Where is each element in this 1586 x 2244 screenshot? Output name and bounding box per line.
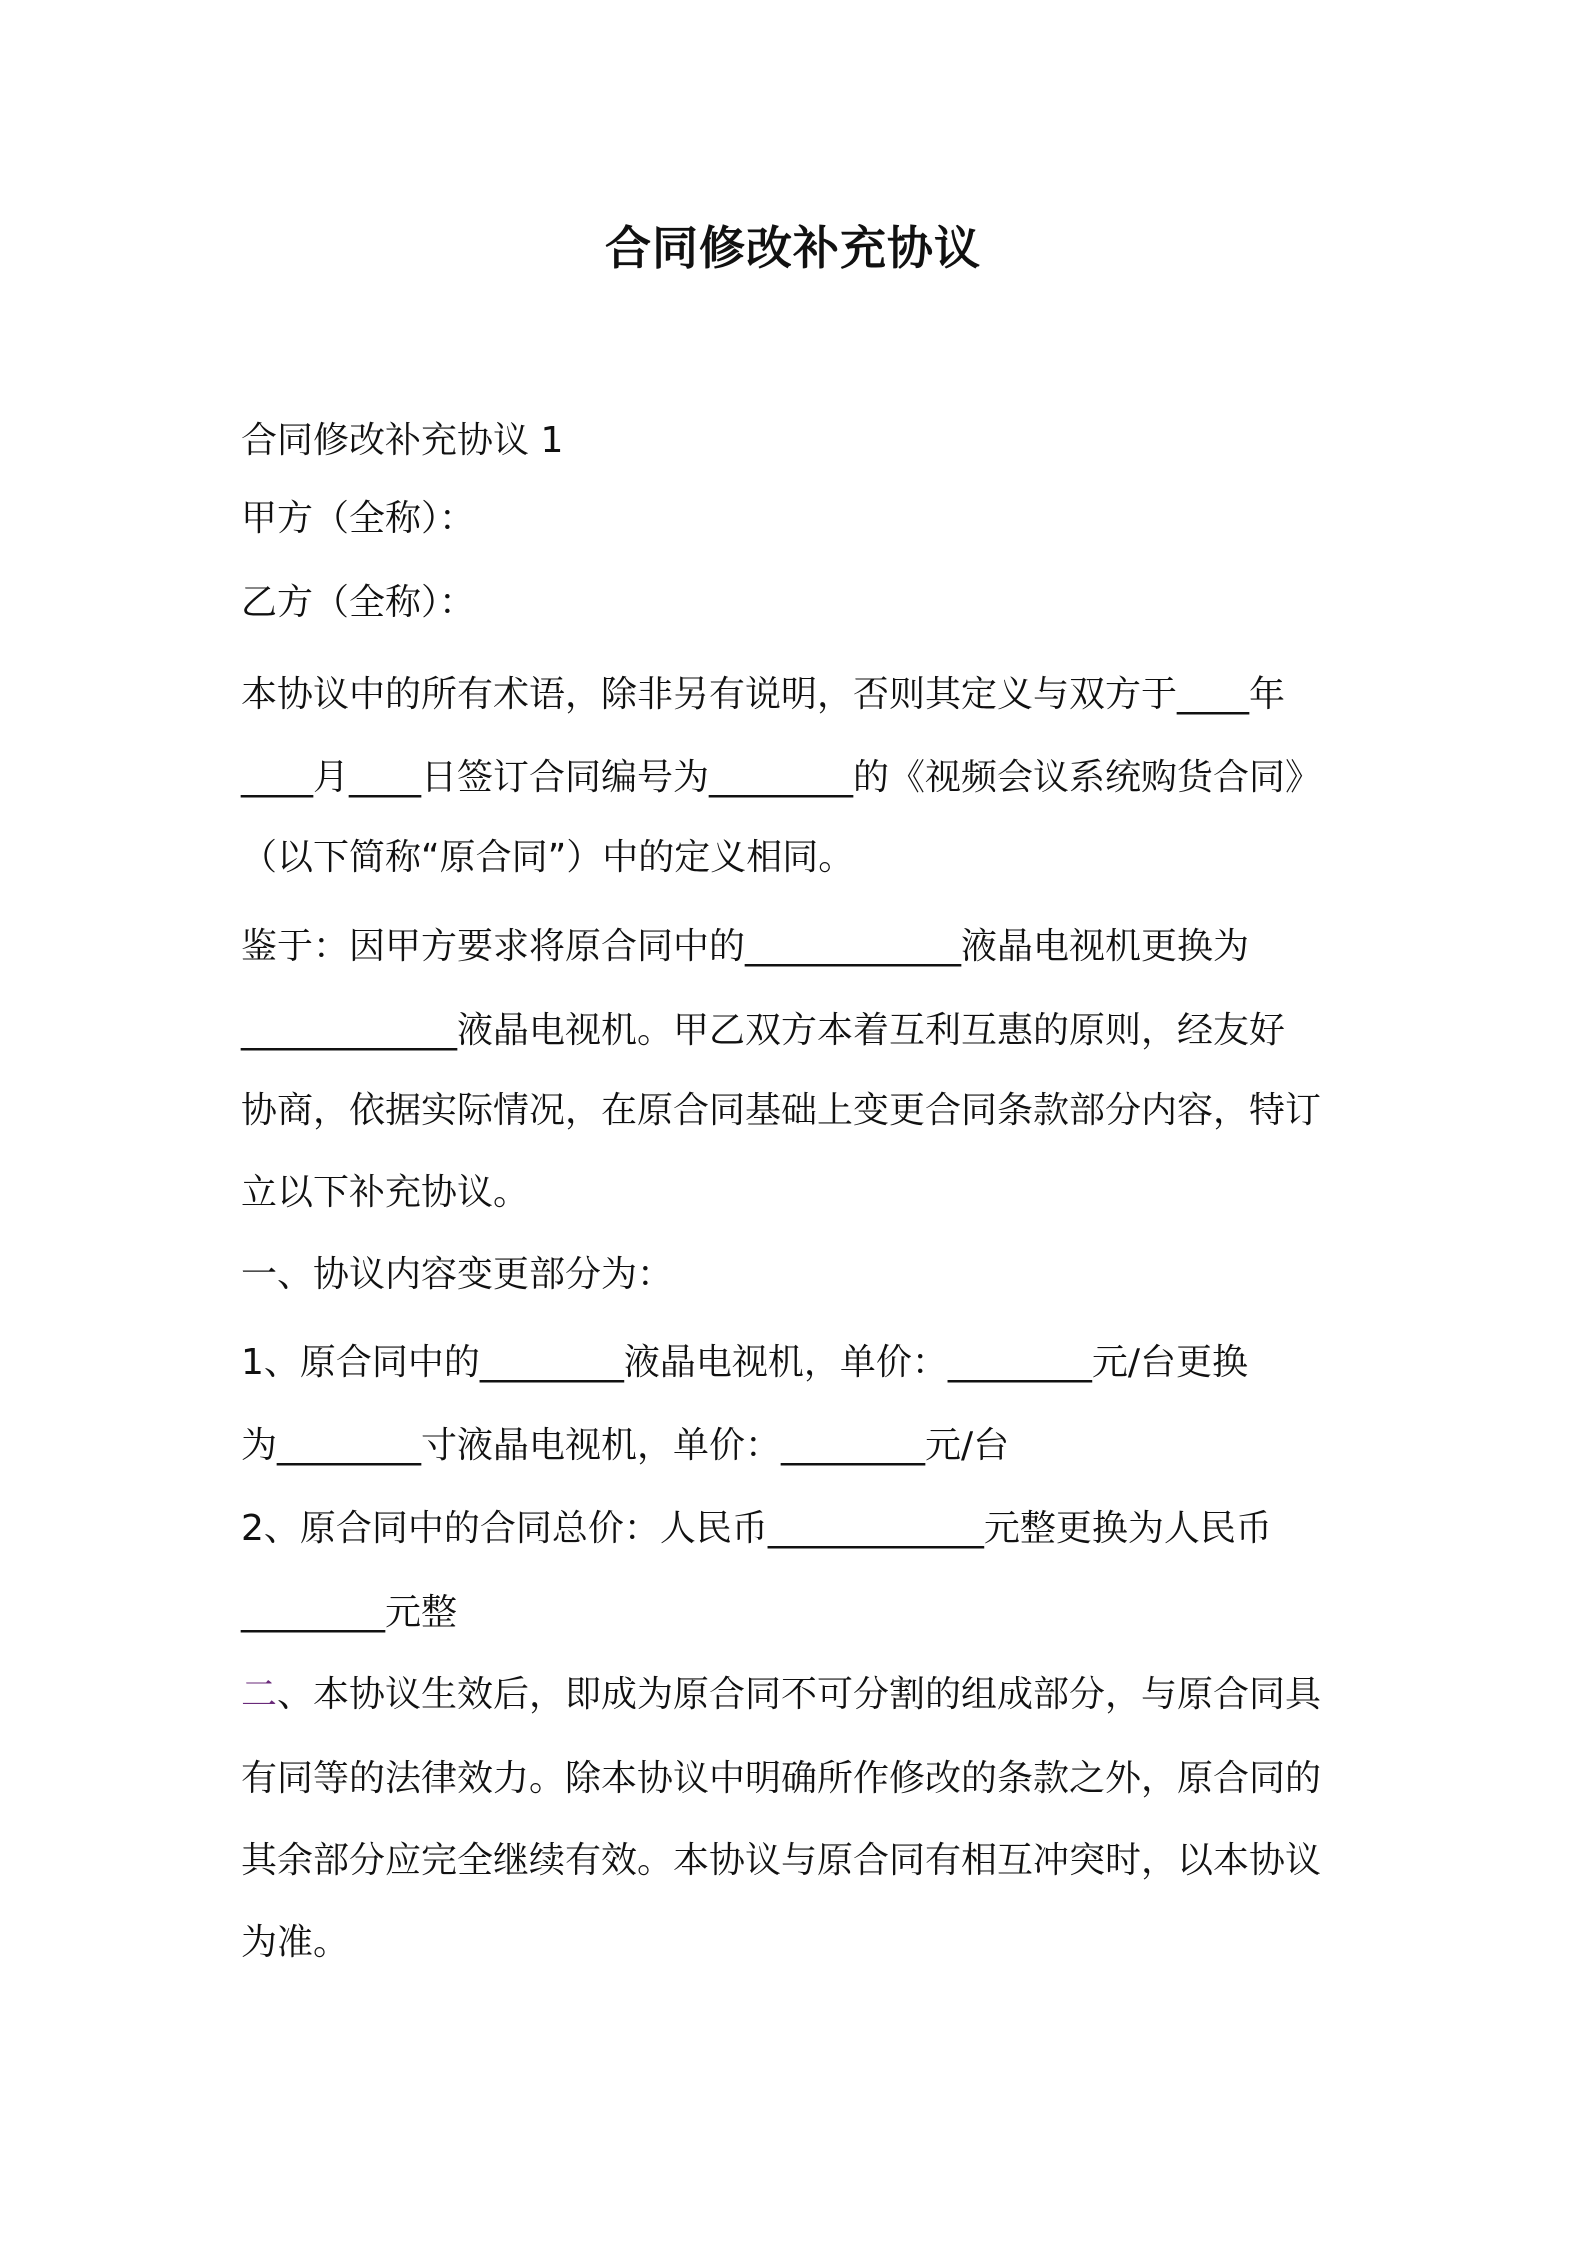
clause-item: ________元整 [241,1592,458,1633]
clause-two-line [241,1672,1381,1718]
paragraph-line: 有同等的法律效力。除本协议中明确所作修改的条款之外，原合同的 [241,1758,1322,1799]
document-title: 合同修改补充协议 [605,221,981,275]
party-a-line: 甲方（全称）： [241,498,476,539]
paragraph-line: 为准。 [241,1922,350,1963]
paragraph-line: 鉴于：因甲方要求将原合同中的____________液晶电视机更换为 [241,926,1250,967]
clause-item: 为________寸液晶电视机，单价：________元/台 [241,1425,1010,1466]
paragraph-line: （以下简称“原合同”）中的定义相同。 [241,837,855,878]
section-heading: 合同修改补充协议 1 [241,420,564,461]
paragraph-line: ____月____日签订合同编号为________的《视频会议系统购货合同》 [241,757,1322,798]
clause-text: 、本协议生效后，即成为原合同不可分割的组成部分，与原合同具 [277,1674,1322,1715]
paragraph-line: 本协议中的所有术语，除非另有说明，否则其定义与双方于____年 [241,674,1286,715]
paragraph-line: ____________液晶电视机。甲乙双方本着互利互惠的原则，经友好 [241,1010,1286,1051]
clause-number: 二 [241,1674,278,1715]
party-b-line: 乙方（全称）： [241,582,476,623]
paragraph-line: 立以下补充协议。 [241,1172,530,1213]
clause-heading: 一、协议内容变更部分为： [241,1254,674,1295]
clause-item: 1、原合同中的________液晶电视机，单价：________元/台更换 [241,1342,1249,1383]
paragraph-line: 其余部分应完全继续有效。本协议与原合同有相互冲突时，以本协议 [241,1840,1322,1881]
clause-item: 2、原合同中的合同总价：人民币____________元整更换为人民币 [241,1508,1272,1549]
paragraph-line: 协商，依据实际情况，在原合同基础上变更合同条款部分内容，特订 [241,1090,1322,1131]
